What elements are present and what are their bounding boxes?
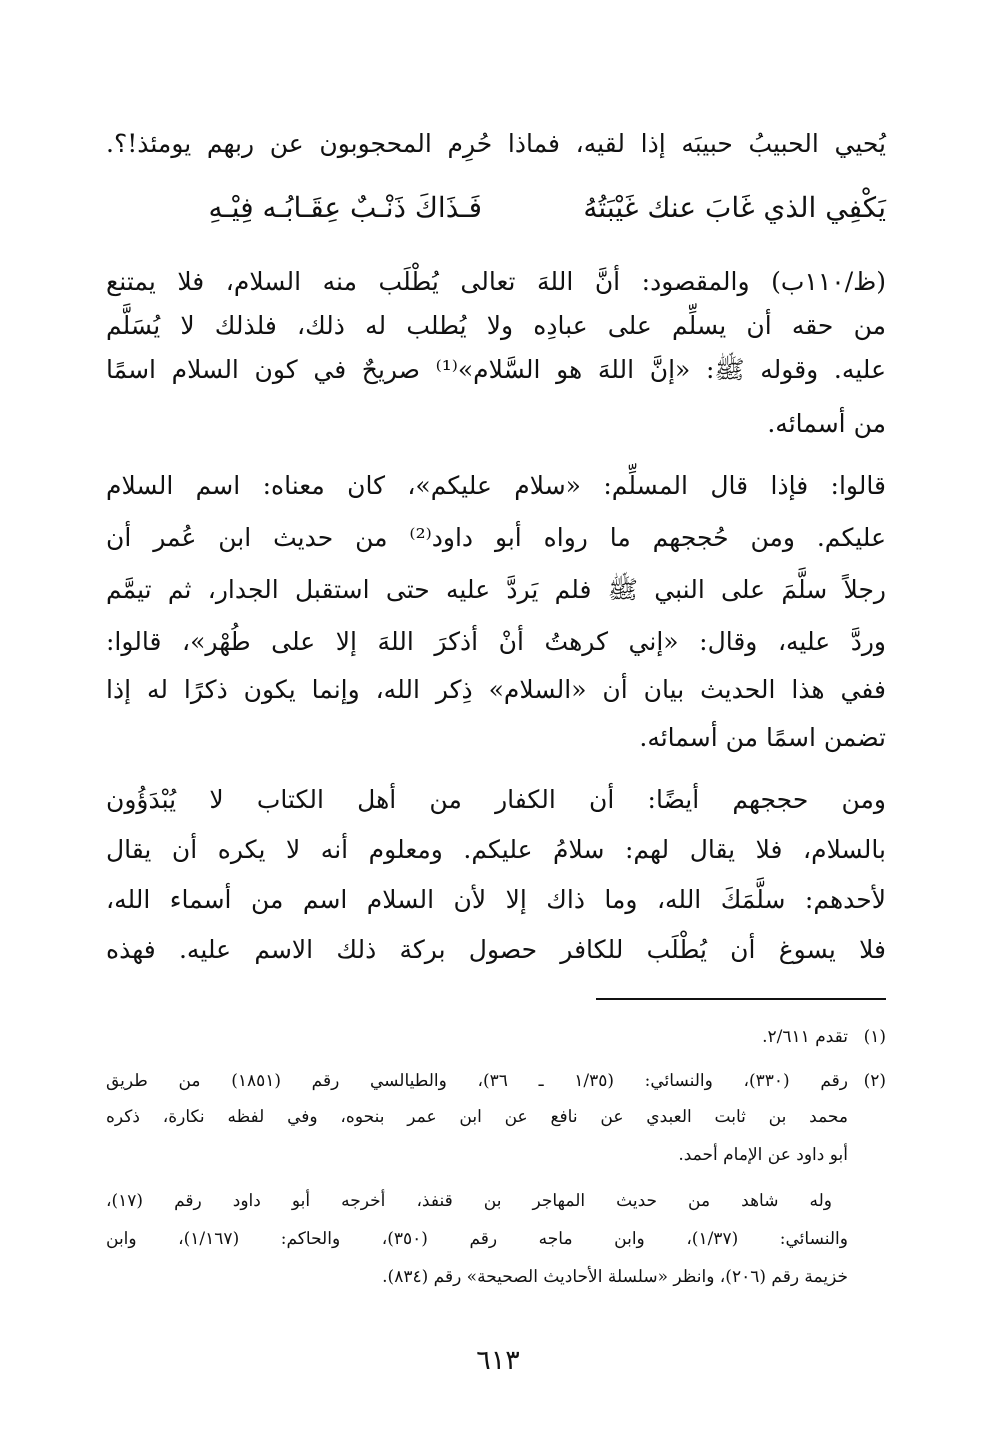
footnote-line: رقم (٣٣٠)، والنسائي: (١/٣٥ ـ ٣٦)، والطيالسي رقم (١٨٥١) من طريق [106, 1071, 848, 1091]
paragraph-line: (ظ/١١٠ب) والمقصود: أنَّ اللهَ تعالى يُطْلَب منه السلام، فلا يمتنع [106, 267, 886, 296]
paragraph-line: عليكم. ومن حُججهم ما رواه أبو داود⁽²⁾ من حديث ابن عُمر أن [106, 523, 886, 552]
paragraph-line: ففي هذا الحديث بيان أن «السلام» ذِكر الله، وإنما يكون ذكرًا له إذا [106, 675, 886, 704]
paragraph-line: ومن حججهم أيضًا: أن الكفار من أهل الكتاب لا يُبْدَؤُون [106, 785, 886, 814]
paragraph-line: قالوا: فإذا قال المسلِّم: «سلام عليكم»، كان معناه: اسم السلام [106, 471, 886, 500]
footnote-marker: (١) [863, 1027, 886, 1047]
paragraph-line: وردَّ عليه، وقال: «إني كرهتُ أنْ أذكرَ اللهَ إلا على طُهْر»، قالوا: [106, 627, 886, 656]
footnote-divider [596, 998, 886, 1000]
verse-second-hemistich: فَـذَاكَ ذَنْـبٌ عِقَـابُـه فِيْـهِ [208, 191, 482, 224]
paragraph-line: بالسلام، فلا يقال لهم: سلامُ عليكم. ومعلوم أنه لا يكره أن يقال [106, 835, 886, 864]
paragraph-line: من حقه أن يسلِّم على عبادِه ولا يُطلب له ذلك، فلذلك لا يُسَلَّم [106, 311, 886, 340]
paragraph-line: عليه. وقوله ﷺ: «إنَّ اللهَ هو السَّلام»⁽¹⁾ صريحٌ في كون السلام اسمًا [106, 355, 886, 384]
paragraph-line: تضمن اسمًا من أسمائه. [639, 723, 886, 752]
footnote-text: تقدم ٢/٦١١. [762, 1027, 848, 1047]
footnote-line: أبو داود عن الإمام أحمد. [678, 1145, 848, 1165]
footnote-line: محمد بن ثابت العبدي عن نافع عن ابن عمر بنحوه، وفي لفظه نكارة، ذكره [106, 1107, 848, 1127]
poetry-verse [100, 186, 886, 230]
paragraph-line: من أسمائه. [767, 409, 886, 438]
paragraph-line: فلا يسوغ أن يُطْلَب للكافر حصول بركة ذلك الاسم عليه. فهذه [106, 935, 886, 964]
paragraph-line: لأحدهم: سلَّمَكَ الله، وما ذاك إلا لأن السلام اسم من أسماء الله، [106, 885, 886, 914]
footnote-marker: (٢) [863, 1071, 886, 1091]
footnote-line: وله شاهد من حديث المهاجر بن قنفذ، أخرجه أبو داود رقم (١٧)، [106, 1191, 832, 1211]
verse-first-hemistich: يَكْفِي الذي غَابَ عنك غَيْبَتُهُ [583, 191, 886, 224]
paragraph-line: رجلاً سلَّمَ على النبي ﷺ فلم يَردَّ عليه حتى استقبل الجدار، ثم تيمَّم [106, 575, 886, 604]
opening-line: يُحيي الحبيبُ حبيبَه إذا لقيه، فماذا حُرِم المحجوبون عن ربهم يومئذ!؟. [106, 129, 886, 158]
footnote-line: والنسائي: (١/٣٧)، وابن ماجه رقم (٣٥٠)، والحاكم: (١/١٦٧)، وابن [106, 1229, 848, 1249]
footnote-line: خزيمة رقم (٢٠٦)، وانظر «سلسلة الأحاديث الصحيحة» رقم (٨٣٤). [382, 1267, 848, 1287]
page-number: ٦١٣ [476, 1345, 520, 1376]
